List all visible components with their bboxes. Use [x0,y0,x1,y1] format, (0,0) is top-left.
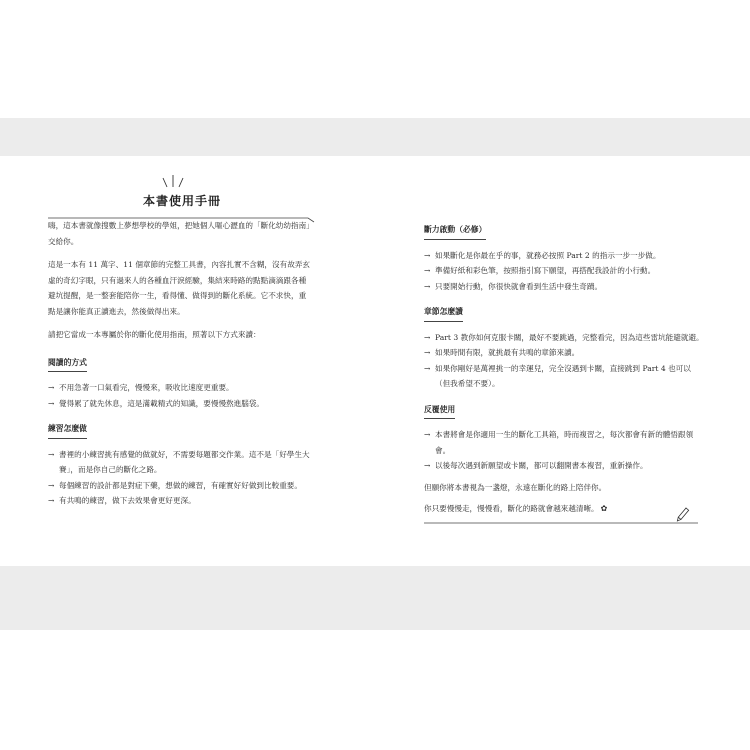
section-heading: 閱讀的方式 [48,355,87,373]
list-item: → 覺得累了就先休息，這是滿載精式的知識，要慢慢熬進腦袋。 [48,396,310,412]
section-heading: 練習怎麼做 [48,421,87,439]
list-item: → 如果時間有限，就挑最有共鳴的章節來讀。 [424,345,706,361]
list-item: → 如果你剛好是萬裡挑一的幸運兒，完全沒遇到卡關，直接跳到 Part 4 也可以（但我希望不要）。 [424,361,706,392]
arrow-icon: → [424,430,431,439]
list-item: → 有共鳴的練習，做下去效果會更好更深。 [48,493,310,509]
arrow-icon: → [424,461,431,470]
section-reading [48,351,310,412]
arrow-icon: → [48,449,55,459]
page-title: 本書使用手冊 [142,194,221,208]
intro-paragraph-3: 請把它當成一本專屬於你的斷化使用指南，照著以下方式來讀： [48,330,261,339]
right-column [424,218,706,523]
section-practice [48,417,310,509]
arrow-icon: → [424,348,431,357]
arrow-icon: → [48,496,55,505]
section-heading: 斷力啟動（必修） [424,222,486,240]
section-heading: 章節怎麼讀 [424,304,463,322]
arrow-icon: → [48,398,55,408]
section-chapters [424,300,706,392]
closing-line-1: 但願你將本書視為一盞燈，永遠在斷化的路上陪伴你。 [424,482,607,492]
gear-icon: ✿ [600,504,608,513]
list-item: → 如果斷化是你最在乎的事，就務必按照 Part 2 的指示一步一步做。 [424,248,706,264]
list-item: → 本書將會是你適用一生的斷化工具箱，時而複習之，每次都會有新的體悟跟領會。 [424,427,706,458]
arrow-icon: → [48,383,55,392]
arrow-icon: → [424,363,431,373]
bottom-gray-band [0,566,750,630]
title-block [48,172,316,224]
list-item: → 以後每次遇到新願望或卡關，都可以翻開書本複習，重新操作。 [424,458,706,474]
section-activation [424,218,706,294]
arrow-icon: → [424,281,431,291]
list-item: → 不用急著一口氣看完，慢慢來，吸收比速度更重要。 [48,380,310,396]
intro-paragraph-2: 這是一本有 11 萬字、11 個章節的完整工具書，內容扎實不含糊，沒有故弄玄虛的奇幻字眼，只有過來人的各種血汗淚經驗，集結來時路的點點滴滴跟各種避坑提醒，是一整套能陪你一生，看得懂、做得到的斷化系統。它不求快，重點是讓你能真正讀進去，然後做得出來。 [48,260,310,316]
closing-line-2: 你只要慢慢走，慢慢看，斷化的路就會越來越清晰。 ✿ [424,501,706,517]
intro-paragraph-1: 嗨，這本書就像搜數上夢想學校的學姐，把她個人嘔心瀝血的「斷化幼幼指南」交給你。 [48,221,310,246]
list-item: → 準備好紙和彩色筆，按照指引寫下願望，再搭配我設計的小行動。 [424,263,706,279]
arrow-icon: → [424,250,431,260]
book-page [0,156,750,566]
arrow-icon: → [48,480,55,490]
list-item: → 只要開始行動，你很快就會看到生活中發生奇蹟。 [424,279,706,295]
list-item: → 書裡的小練習挑有感覺的做就好，不需要每題都交作業。這不是「好學生大賽」，而是你自己的斷化之路。 [48,447,310,478]
arrow-icon: → [424,332,431,342]
top-gray-band [0,118,750,156]
section-heading: 反覆使用 [424,402,455,420]
pencil-underline [424,506,700,526]
list-item: → Part 3 教你如何克服卡關，最好不要跳過，完整看完，因為這些雷坑能避就避。 [424,330,706,346]
arrow-icon: → [424,266,431,275]
list-item: → 每個練習的設計都是對症下藥，想做的練習，有確實好好做到比較重要。 [48,478,310,494]
left-column [48,218,310,509]
pencil-icon [676,508,689,522]
sparkle-rays-icon [155,172,191,190]
section-reuse [424,398,706,474]
